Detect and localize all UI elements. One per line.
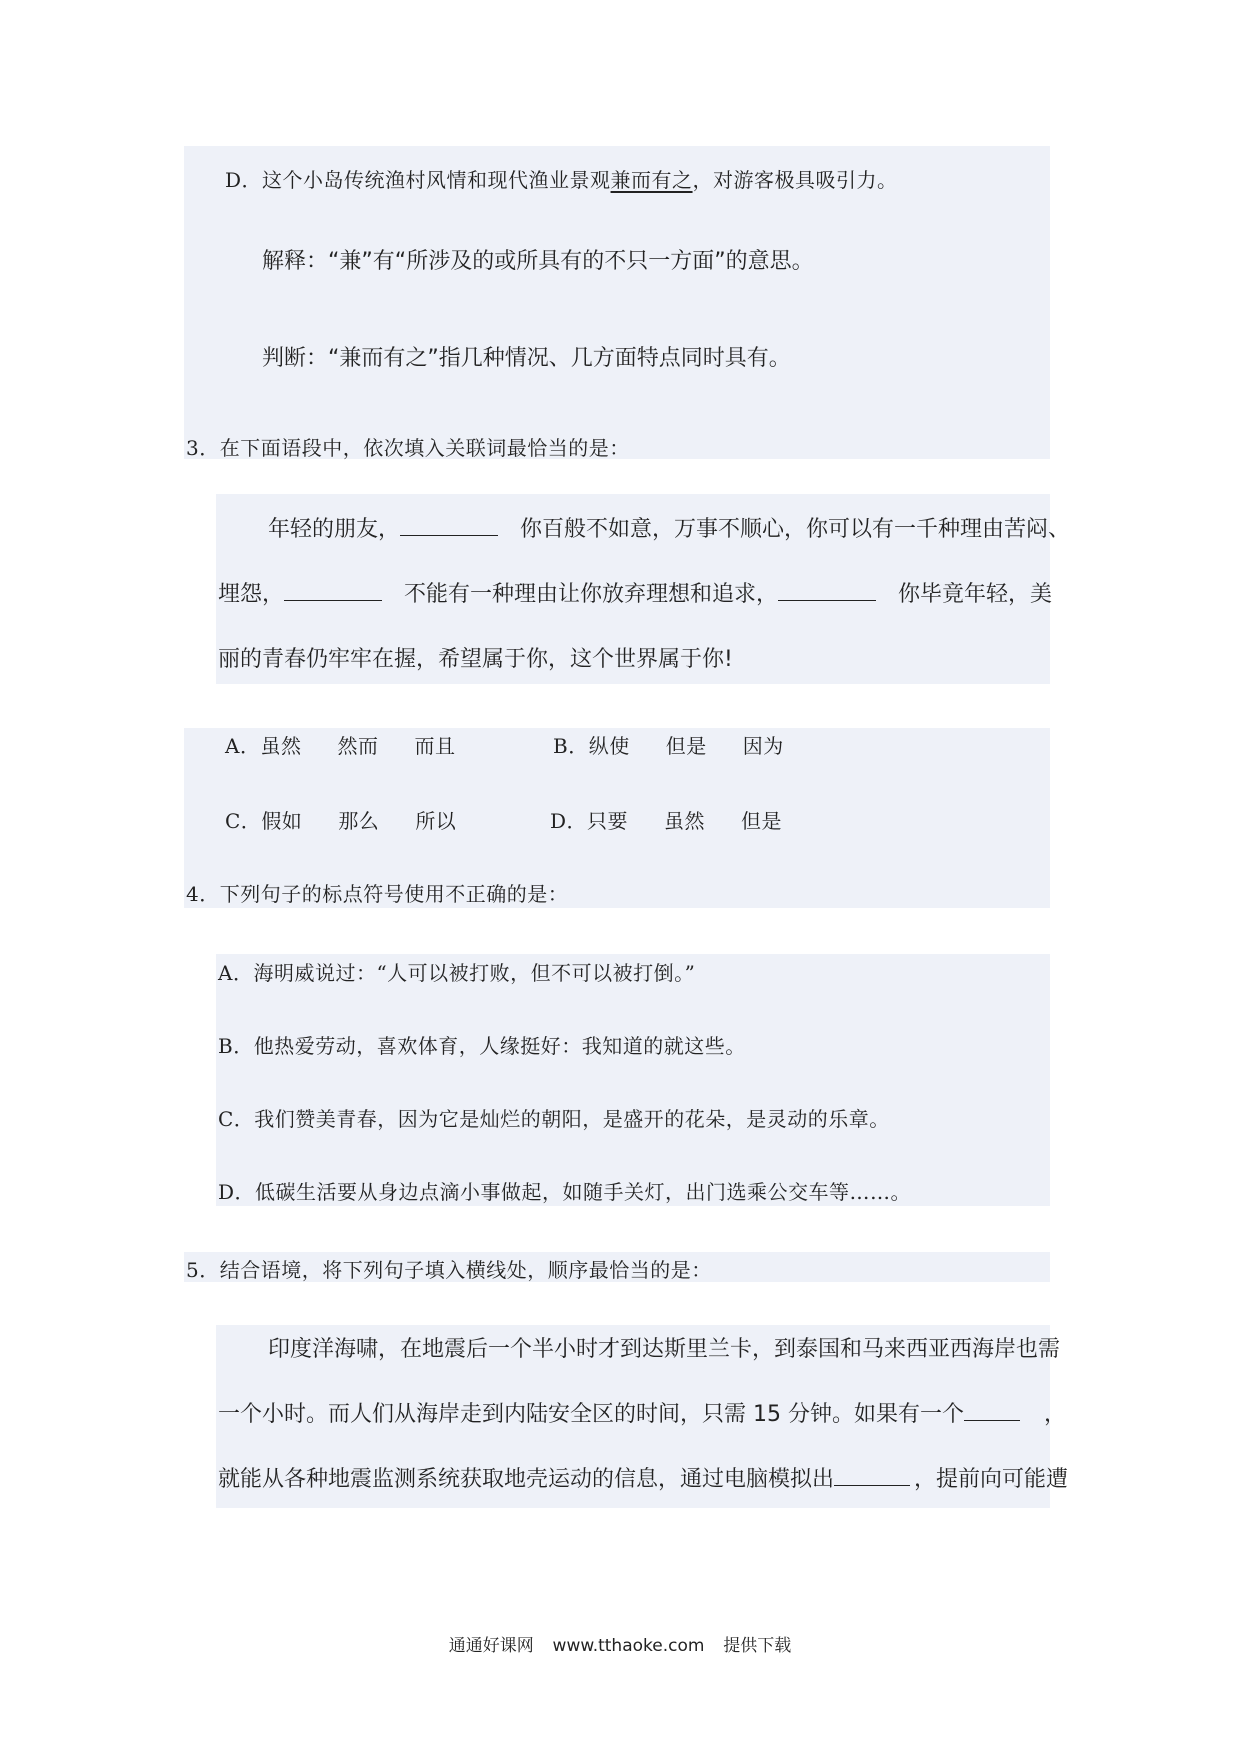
q3-option-d [550,805,782,834]
footer-url[interactable]: www.tthaoke.com [552,1636,705,1656]
q5-text: 就能从各种地震监测系统获取地壳运动的信息，通过电脑模拟出 [218,1467,835,1492]
option-label: D． [550,809,588,833]
q3-text: 你百般不如意，万事不顺心，你可以有一千种理由苦闷、 [520,517,1071,542]
q5-passage-line3 [218,1462,1068,1493]
q3-option-b [553,730,784,759]
q3-text: 你毕竟年轻，美 [898,582,1053,607]
q3-text: 埋怨， [218,582,285,607]
q2-option-d [225,164,898,193]
option-word: 然而 [337,734,379,758]
q2-explanation: 解释：“兼”有“所涉及的或所具有的不只一方面”的意思。 [262,249,814,274]
q4-option-a: A．海明威说过：“人可以被打败，但不可以被打倒。” [218,961,696,985]
q5-passage-line1: 印度洋海啸，在地震后一个半小时才到达斯里兰卡，到泰国和马来西亚西海岸也需 [268,1337,1061,1362]
q5-passage-line2 [218,1397,1066,1428]
q3-option-a [225,730,455,759]
option-word: 但是 [665,734,707,758]
q2-option-d-prefix: D．这个小岛传统渔村风情和现代渔业景观 [225,168,611,192]
option-word: 只要 [587,809,629,833]
q3-text: 年轻的朋友， [268,517,401,542]
q4-stem: 4．下列句子的标点符号使用不正确的是： [186,882,569,906]
q3-passage-line3: 丽的青春仍牢牢在握，希望属于你，这个世界属于你! [218,647,733,672]
option-word: 虽然 [664,809,706,833]
q3-blank-1 [400,515,498,536]
option-label: A． [225,734,261,758]
q4-options-block [216,954,1050,1206]
q4-option-b: B．他热爱劳动，喜欢体育，人缘挺好：我知道的就这些。 [218,1034,746,1058]
option-label: C． [225,809,262,833]
option-label: B． [553,734,589,758]
q5-text: ，提前向可能遭 [914,1467,1069,1492]
option-word: 而且 [414,734,456,758]
q5-text: 一个小时。而人们从海岸走到内陆安全区的时间，只需 15 分钟。如果有一个 [218,1402,964,1427]
q5-blank-1 [964,1400,1020,1421]
q3-blank-3 [778,580,876,601]
q2-option-d-suffix: ，对游客极具吸引力。 [692,168,898,192]
q3-option-c [225,805,456,834]
q3-passage-line1 [268,512,1070,543]
q2-option-d-underlined: 兼而有之 [610,168,693,192]
option-word: 假如 [261,809,303,833]
q3-text: 不能有一种理由让你放弃理想和追求， [404,582,779,607]
option-word: 纵使 [588,734,630,758]
q5-blank-2 [834,1465,910,1486]
footer-suffix: 提供下载 [723,1636,792,1656]
q2-judgement: 判断：“兼而有之”指几种情况、几方面特点同时具有。 [262,346,791,371]
q3-stem: 3．在下面语段中，依次填入关联词最恰当的是： [186,436,630,460]
q5-stem: 5．结合语境，将下列句子填入横线处，顺序最恰当的是： [186,1258,712,1282]
option-word: 虽然 [260,734,302,758]
footer-brand: 通通好课网 [448,1636,534,1656]
option-word: 那么 [338,809,380,833]
option-word: 因为 [742,734,784,758]
q3-passage-line2 [218,577,1052,608]
q4-option-c: C．我们赞美青春，因为它是灿烂的朝阳，是盛开的花朵，是灵动的乐章。 [218,1107,890,1131]
option-word: 但是 [741,809,783,833]
q3-blank-2 [284,580,382,601]
option-word: 所以 [415,809,457,833]
q5-text: ， [1043,1402,1066,1427]
page-footer [0,1631,1240,1656]
q4-option-d: D．低碳生活要从身边点滴小事做起，如随手关灯，出门选乘公交车等……。 [218,1180,912,1204]
